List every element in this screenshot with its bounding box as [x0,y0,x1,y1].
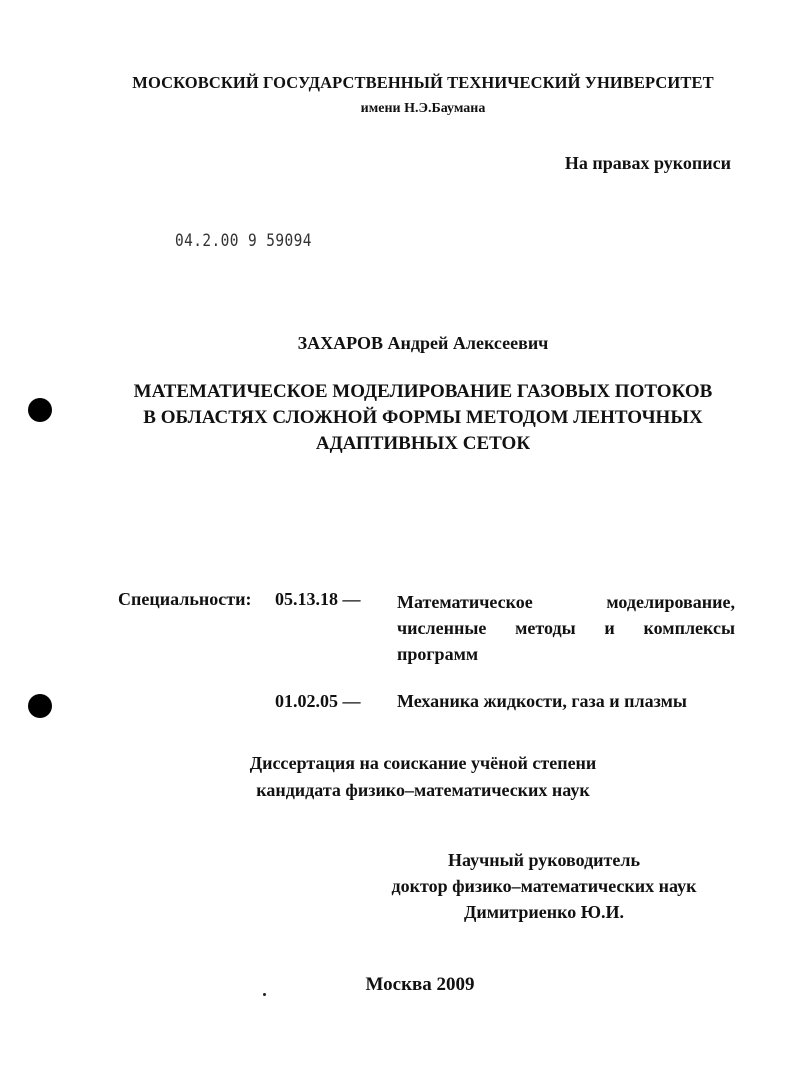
specialty-description: Механика жидкости, газа и плазмы [397,691,687,711]
binding-hole-bottom [28,694,52,718]
specialty-description [397,589,735,667]
author-name: ЗАХАРОВ Андрей Алексеевич [297,333,549,353]
library-stamp: 04.2.00 9 59094 [175,231,312,251]
specialties-label: Специальности: [118,589,252,609]
university-named-after: имени Н.Э.Баумана [360,101,486,116]
title-line: В ОБЛАСТЯХ СЛОЖНОЙ ФОРМЫ МЕТОДОМ ЛЕНТОЧНЫХ [143,407,703,428]
dissertation-line: Диссертация на соискание учёной степени [249,753,597,773]
specialty-description-line [397,589,735,615]
word: моделирование, [606,592,735,612]
word: Математическое [397,592,533,612]
specialty-code: 01.02.05 — [275,691,361,711]
dissertation-statement [0,750,791,804]
university-name: МОСКОВСКИЙ ГОСУДАРСТВЕННЫЙ ТЕХНИЧЕСКИЙ УНИВЕРСИТЕТ [132,73,714,92]
rights-note: На правах рукописи [564,153,731,173]
title-line: АДАПТИВНЫХ СЕТОК [315,433,531,454]
word: комплексы [643,618,735,638]
word: методы [515,618,576,638]
dissertation-title [0,379,791,457]
supervisor-block [344,847,744,925]
title-line: МАТЕМАТИЧЕСКОЕ МОДЕЛИРОВАНИЕ ГАЗОВЫХ ПОТОКОВ [133,381,713,402]
city-year: Москва 2009 [365,974,475,995]
binding-hole-top [28,398,52,422]
word: и [604,618,615,638]
supervisor-name: Димитриенко Ю.И. [463,902,625,922]
supervisor-role: Научный руководитель [448,850,640,870]
specialty-description-line: программ [397,644,479,664]
supervisor-degree: доктор физико–математических наук [391,876,697,896]
specialty-description-line [397,615,735,641]
specialty-code: 05.13.18 — [275,589,361,609]
dissertation-line: кандидата физико–математических наук [256,780,590,800]
word: численные [397,618,487,638]
